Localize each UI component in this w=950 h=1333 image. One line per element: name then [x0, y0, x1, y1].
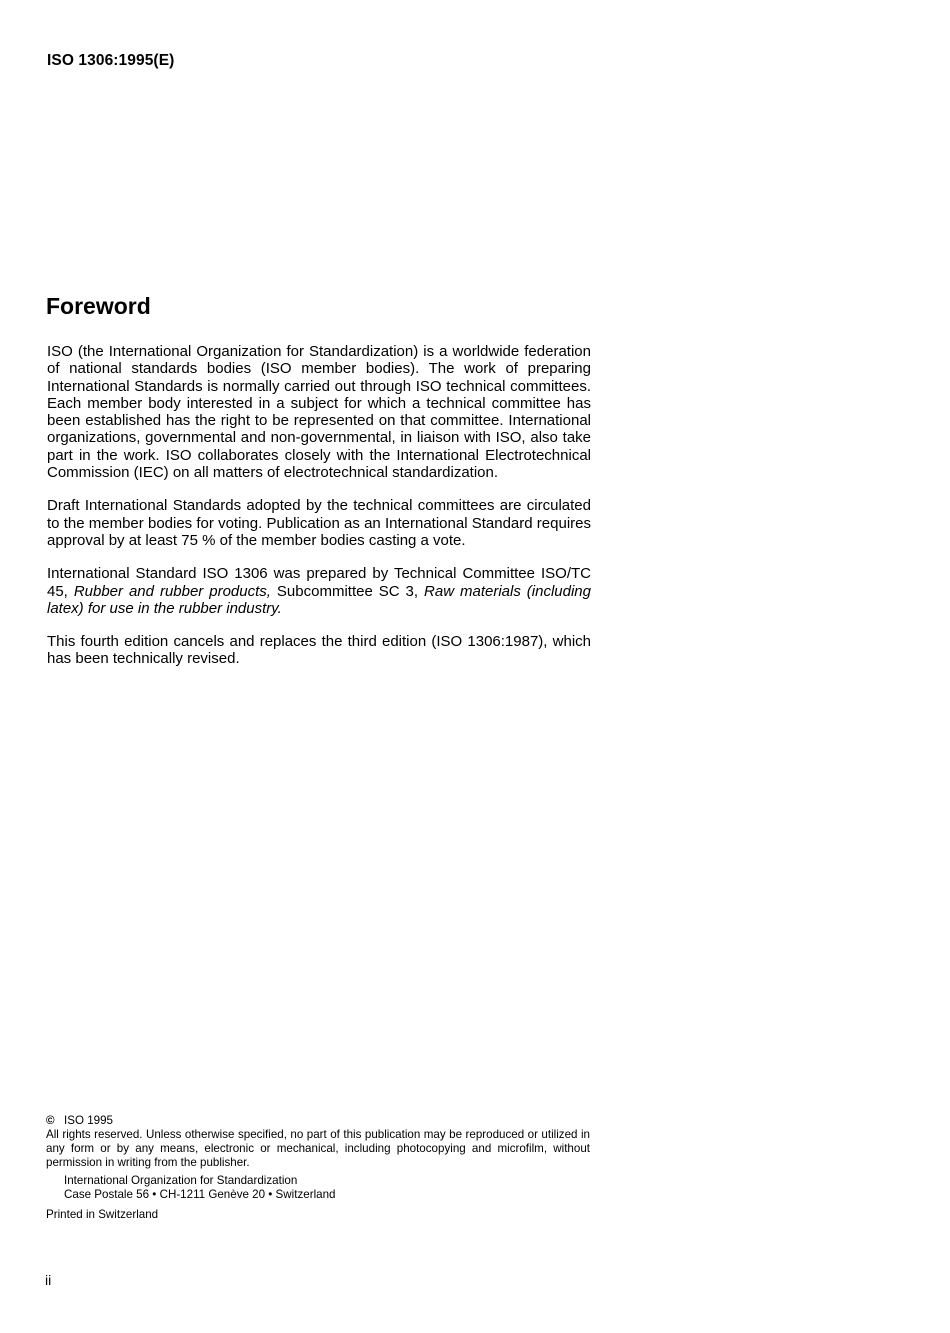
section-title: Foreword: [46, 293, 151, 319]
paragraph-preparation: [47, 565, 591, 617]
paragraph-draft-standards: Draft International Standards adopted by the technical committees are circulated to the member bodies for voting. Publication as an International Standard requires approval by at least 75 % of the member bodies casting a vote.: [47, 497, 591, 549]
copyright-year: ISO 1995: [64, 1114, 113, 1127]
paragraph-edition: This fourth edition cancels and replaces the third edition (ISO 1306:1987), which has been technically revised.: [47, 633, 591, 668]
document-reference: ISO 1306:1995(E): [47, 52, 175, 69]
printed-in: Printed in Switzerland: [46, 1208, 159, 1221]
subcommittee-text: Subcommittee SC 3,: [270, 582, 425, 600]
committee-title: Rubber and rubber products,: [73, 582, 271, 600]
copyright-line: [46, 1114, 590, 1128]
publisher-postal-address: Case Postale 56 • CH-1211 Genève 20 • Switzerland: [64, 1188, 336, 1201]
subcommittee-title: Raw materials (including latex) for use in the rubber industry.: [47, 582, 591, 617]
page-number: ii: [45, 1272, 52, 1288]
preparation-text: International Standard ISO 1306 was prepared by Technical Committee ISO/TC 45,: [47, 565, 591, 600]
paragraph-iso-description: ISO (the International Organization for Standardization) is a worldwide federation of national standards bodies (ISO member bodies). The work of preparing International Standards is normally carried out through ISO technical committees. Each member body interested in a subject for which a technical committee has been established has the right to be represented on that committee. International organizations, governmental and non-governmental, in liaison with ISO, also take part in the work. ISO collaborates closely with the International Electrotechnical Commission (IEC) on all matters of electrotechnical standardization.: [47, 343, 591, 482]
copyright-notice: [46, 1114, 590, 1222]
foreword-body: [47, 343, 591, 684]
publisher-name: International Organization for Standardization: [64, 1174, 298, 1187]
publisher-address: [64, 1174, 590, 1202]
rights-statement: All rights reserved. Unless otherwise specified, no part of this publication may be reproduced or utilized in any form or by any means, electronic or mechanical, including photocopying and microfilm, without permission in writing from the publisher.: [46, 1128, 590, 1169]
copyright-icon: ©: [46, 1114, 55, 1127]
